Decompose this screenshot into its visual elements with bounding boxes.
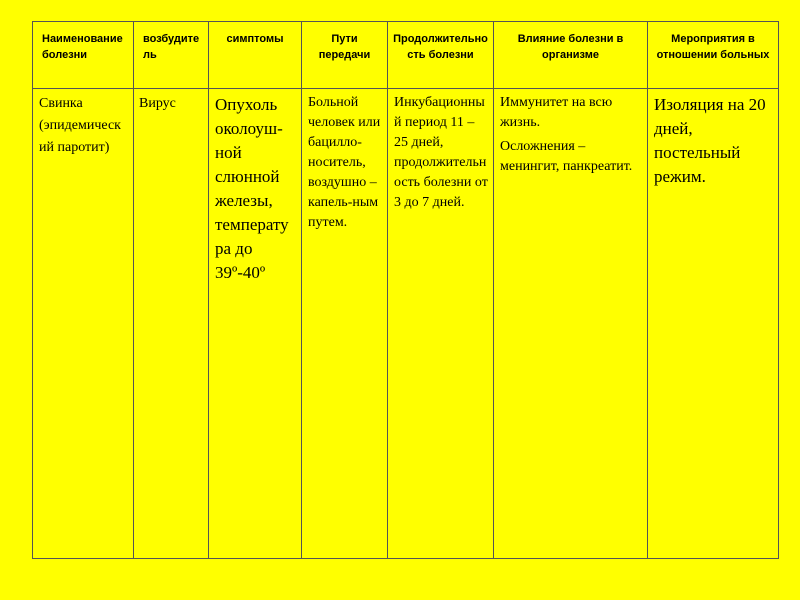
header-pathogen: возбудитель xyxy=(134,22,209,89)
disease-table xyxy=(32,21,779,559)
header-measures: Мероприятия в отношении больных xyxy=(648,22,779,89)
cell-disease: Свинка (эпидемический паротит) xyxy=(33,89,134,559)
header-symptoms: симптомы xyxy=(209,22,302,89)
cell-effect xyxy=(494,89,648,559)
cell-pathogen: Вирус xyxy=(134,89,209,559)
cell-duration: Инкубационный период 11 –25 дней, продолжительность болезни от 3 до 7 дней. xyxy=(388,89,494,559)
cell-transmission: Больной человек или бацилло-носитель, воздушно – капель-ным путем. xyxy=(302,89,388,559)
header-disease-name: Наименование болезни xyxy=(33,22,134,89)
header-row xyxy=(33,22,779,89)
header-transmission: Пути передачи xyxy=(302,22,388,89)
cell-measures: Изоляция на 20 дней, постельный режим. xyxy=(648,89,779,559)
table-row xyxy=(33,89,779,559)
effect-immunity: Иммунитет на всю жизнь. xyxy=(500,95,613,130)
cell-symptoms: Опухоль околоуш-ной слюнной железы, температура до 39º-40º xyxy=(209,89,302,559)
header-effect: Влияние болезни в организме xyxy=(494,22,648,89)
header-duration: Продолжительность болезни xyxy=(388,22,494,89)
effect-complications: Осложнения – менингит, панкреатит. xyxy=(500,139,633,174)
